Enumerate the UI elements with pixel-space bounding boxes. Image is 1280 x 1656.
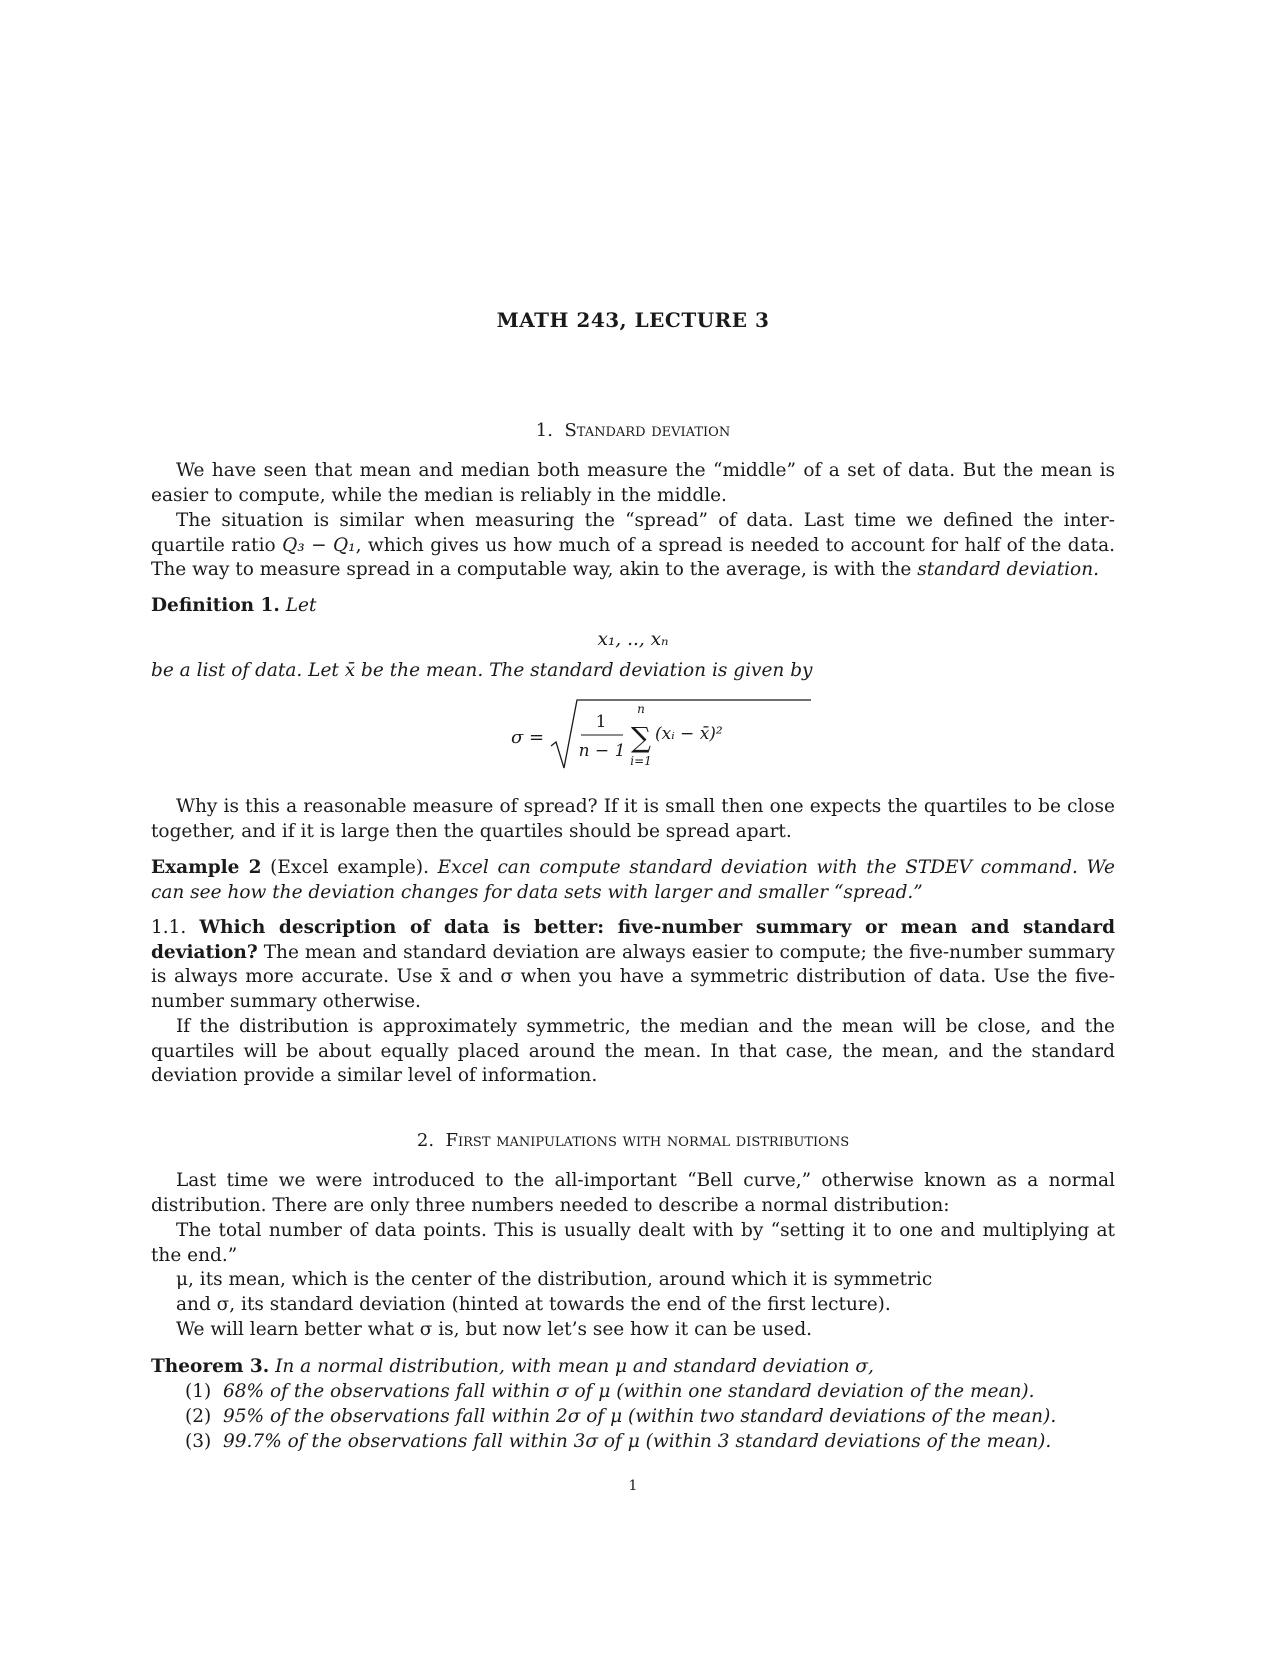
formula-numerator: 1 (595, 712, 607, 732)
section-2-paragraph-3: μ, its mean, which is the center of the distribution, around which it is symmetric (176, 1269, 933, 1290)
section-2-title: First manipulations with normal distributions (445, 1130, 850, 1151)
section-1-paragraph-1: We have seen that mean and median both measure the “middle” of a set of data. But the mean is easier to compute, while the median is reliably in the middle. (151, 460, 1115, 506)
section-2-paragraph-5: We will learn better what σ is, but now let’s see how it can be used. (176, 1319, 813, 1340)
p2-text-mid: , which gives us how much of a spread is needed to account for half of the data. The way to measure spread in a computable way, akin to the average, is with the (151, 534, 1115, 580)
subsection-1-1 (151, 916, 1115, 1014)
section-2-paragraph-2: The total number of data points. This is usually dealt with by “setting it to one and multiplying at the end.” (151, 1220, 1115, 1266)
theorem-item-number: (2) (185, 1406, 212, 1427)
page-number: 1 (628, 1478, 638, 1494)
formula-term: (xᵢ − x̄)² (655, 724, 723, 744)
sum-upper-limit: n (637, 702, 645, 716)
theorem-item-text: 99.7% of the observations fall within 3σ of μ (within 3 standard deviations of the mean). (223, 1431, 1052, 1452)
definition-1 (151, 594, 1115, 619)
example-2 (151, 856, 1115, 905)
definition-label: Definition 1. (151, 595, 280, 616)
formula-lhs: σ = (511, 727, 545, 748)
example-paren: (Excel example). (270, 857, 429, 878)
std-dev-formula-graphic (511, 696, 811, 772)
page-title: MATH 243, LECTURE 3 (496, 308, 770, 332)
example-text: Excel can compute standard deviation with the STDEV command. We can see how the deviation changes for data sets with larger and smaller “spread.” (151, 857, 1115, 903)
section-1-paragraph-2 (151, 509, 1115, 583)
std-dev-formula (151, 696, 1115, 772)
formula-denominator: n − 1 (578, 741, 626, 761)
theorem-item-number: (3) (185, 1431, 212, 1452)
definition-text: be a list of data. Let x̄ be the mean. The standard deviation is given by (151, 660, 813, 681)
theorem-3 (151, 1355, 1115, 1380)
theorem-item-3 (185, 1430, 1115, 1455)
section-2-heading (151, 1129, 1115, 1154)
theorem-item-number: (1) (185, 1381, 212, 1402)
definition-let: Let (285, 595, 317, 616)
section-1-title: Standard deviation (564, 420, 731, 441)
theorem-item-1 (185, 1380, 1115, 1405)
subsection-text: The mean and standard deviation are always easier to compute; the five-number summary is always more accurate. Use x̄ and σ when you have a symmetric distribution of data. Use the five-number summary otherwise. (151, 941, 1115, 1012)
section-1-number: 1. (535, 420, 553, 441)
section-1-heading (151, 419, 1115, 444)
theorem-item-2 (185, 1405, 1115, 1430)
section-2-number: 2. (416, 1130, 435, 1151)
p2-text-before: The situation is similar when measuring the “spread” of data. Last time we defined the inter-quartile ratio (151, 510, 1115, 556)
example-label: Example 2 (151, 857, 262, 878)
theorem-item-text: 95% of the observations fall within 2σ of μ (within two standard deviations of the mean). (223, 1406, 1057, 1427)
document-page (151, 0, 1115, 1656)
section-2-paragraph-1: Last time we were introduced to the all-important “Bell curve,” otherwise known as a normal distribution. There are only three numbers needed to describe a normal distribution: (151, 1170, 1115, 1216)
subsection-number: 1.1. (151, 917, 187, 938)
p2-iqr-math: Q₃ − Q₁ (282, 534, 356, 556)
section-2-paragraph-4: and σ, its standard deviation (hinted at towards the end of the first lecture). (176, 1294, 891, 1315)
subsection-heading: Which description of data is better: five-number summary or mean and standard deviation? (151, 917, 1115, 963)
section-1-paragraph-4: If the distribution is approximately symmetric, the median and the mean will be close, and the quartiles will be about equally placed around the mean. In that case, the mean, and the standard deviation provide a similar level of information. (151, 1016, 1115, 1086)
section-1-paragraph-3: Why is this a reasonable measure of spread? If it is small then one expects the quartiles to be close together, and if it is large then the quartiles should be spread apart. (151, 796, 1115, 842)
sum-lower-limit: i=1 (630, 754, 652, 768)
theorem-label: Theorem 3. (151, 1356, 270, 1377)
theorem-text: In a normal distribution, with mean μ and standard deviation σ, (275, 1356, 874, 1377)
theorem-item-text: 68% of the observations fall within σ of μ (within one standard deviation of the mean). (223, 1381, 1035, 1402)
summation-icon: ∑ (631, 721, 651, 754)
definition-data-list: x₁, .., xₙ (597, 629, 669, 650)
p2-emphasis: standard deviation. (917, 559, 1099, 580)
